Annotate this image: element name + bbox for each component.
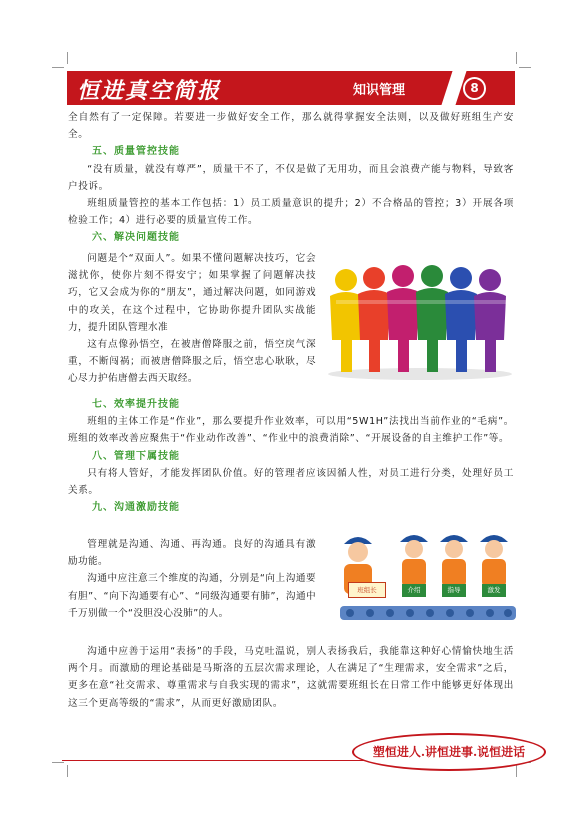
paragraph: 班组的主体工作是“作业”，那么要提升作业效率，可以用“5W1H”法找出当前作业的“毛病”。班组的效率改善应聚焦于“作业动作改善”、“作业中的浪费消除”、“开展设备的自主维护工作”等。: [68, 416, 514, 445]
section-heading: 五、质量管控技能: [92, 146, 180, 158]
body-top: [68, 109, 514, 247]
paragraph: “没有质量，就没有尊严”，质量干不了，不仅是做了无用功，而且会浪费产能与物料，导致客户投诉。: [68, 163, 514, 192]
body-bottom: [68, 643, 514, 712]
figure-blue: [445, 267, 477, 372]
figure-purple: [474, 269, 506, 372]
body-section-9: [68, 536, 316, 622]
newsletter-title: 恒进真空简报: [77, 78, 222, 104]
workers-illustration: [336, 528, 518, 636]
figure-yellow: [330, 269, 362, 372]
figure-magenta: [387, 265, 419, 372]
crop-mark: [67, 765, 68, 777]
crop-mark: [516, 765, 517, 777]
paragraph: 沟通中应善于运用“表扬”的手段，马克吐温说，别人表扬我后，我能靠这种好心情愉快地生活两个月。而激励的理论基础是马斯洛的五层次需求理论，人在满足了“生理需求，安全需求”之后，更多在意“社交需求、尊重需求与自我实现的需求”，这就需要班组长在日常工作中能够更好体现出这三个更高等级的“需求”，从而更好激励团队。: [68, 646, 514, 709]
page-number: 8: [463, 77, 486, 100]
crop-mark: [52, 67, 64, 68]
paragraph: 全自然有了一定保障。若要进一步做好安全工作，那么就得掌握安全法则，以及做好班组生产安全。: [68, 112, 514, 141]
paragraph: 只有将人管好，才能发挥团队价值。好的管理者应该因循人性，对员工进行分类，处理好员工关系。: [68, 467, 514, 497]
crop-mark: [519, 67, 531, 68]
crop-mark: [52, 762, 64, 763]
crop-mark: [67, 52, 68, 64]
paragraph: 这有点像孙悟空，在被唐僧降服之前，悟空戾气深重，不断闯祸；而被唐僧降服之后，悟空忠心耿耿，尽心尽力护佑唐僧去西天取经。: [68, 339, 316, 385]
crop-mark: [516, 52, 517, 64]
figure-green: [416, 265, 448, 372]
section-label: 知识管理: [353, 83, 406, 98]
section-heading: 九、沟通激励技能: [92, 502, 180, 514]
newsletter-header: [67, 71, 515, 105]
figure-red: [358, 267, 390, 372]
paragraph: 问题是个“双面人”。如果不懂问题解决技巧，它会滋扰你，使你片刻不得安宁；如果掌握了问题解决技巧，它又会成为你的“朋友”，通过解决问题，如同游戏中的攻关，在这个过程中，它协助你提升团队实战能力，提升团队管理水准: [68, 253, 316, 333]
paragraph: 沟通中应注意三个维度的沟通，分别是“向上沟通要有胆”、“向下沟通要有心”、“同级沟通要有肺”，沟通中千万别做一个“没胆没心没肺”的人。: [68, 573, 316, 619]
footer-slogan: 塑恒进人.讲恒进事.说恒进话: [352, 733, 546, 771]
section-heading: 八、管理下属技能: [92, 450, 180, 462]
paragraph: 管理就是沟通、沟通、再沟通。良好的沟通具有激励功能。: [68, 539, 316, 568]
workers-label: 班组长: [348, 582, 386, 598]
paragraph: 班组质量管控的基本工作包括：1）员工质量意识的提升；2）不合格品的管控；3）开展各项检验工作；4）进行必要的质量宣传工作。: [68, 198, 514, 227]
workers-label: 介绍: [402, 584, 426, 597]
workers-label: 指导: [442, 584, 466, 597]
workers-label: 激发: [482, 584, 506, 597]
section-heading: 七、效率提升技能: [92, 399, 180, 410]
body-middle: [68, 396, 514, 516]
body-section-6: [68, 250, 316, 388]
team-figures-illustration: [322, 262, 518, 382]
section-heading: 六、解决问题技能: [92, 232, 180, 244]
